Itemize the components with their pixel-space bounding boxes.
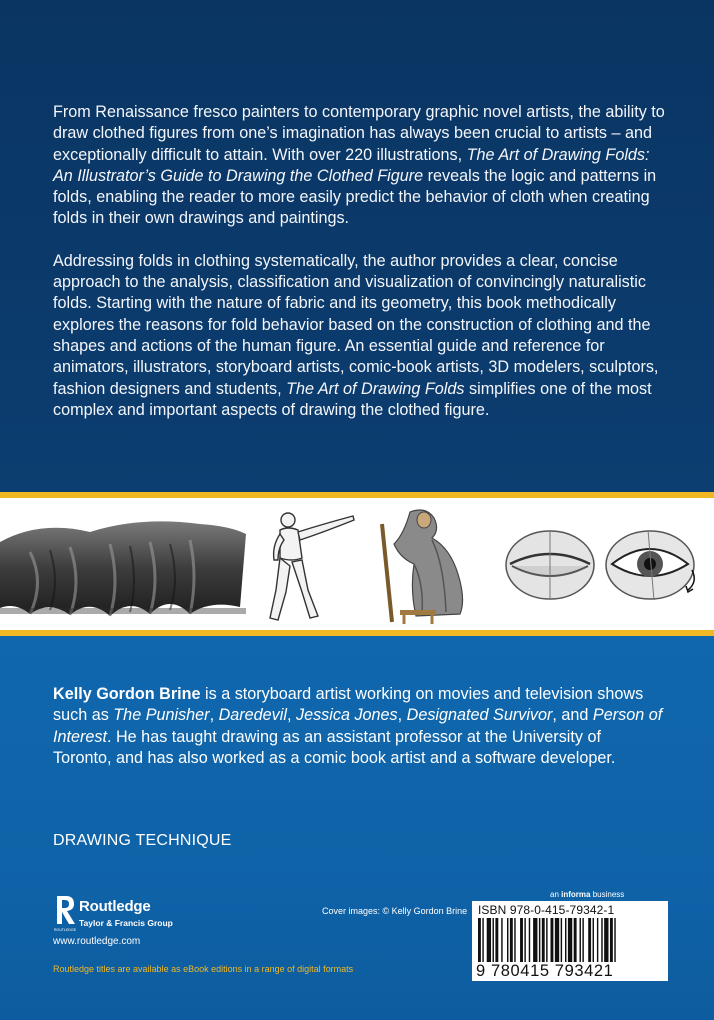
barcode-bar xyxy=(539,918,540,962)
routledge-logo xyxy=(53,894,193,934)
cover-image-credits: Cover images: © Kelly Gordon Brine xyxy=(322,906,468,916)
ean-digits: 9 780415 793421 xyxy=(476,962,614,980)
barcode-bar xyxy=(574,918,577,962)
open-eye-illustration xyxy=(602,520,706,610)
barcode-bar xyxy=(482,918,483,962)
book-title-short: The Art of Drawing Folds xyxy=(286,379,465,398)
barcode-bar xyxy=(514,918,515,962)
barcode-bar xyxy=(601,918,602,962)
barcode-bar xyxy=(580,918,581,962)
description-paragraph-2: Addressing folds in clothing systematically, the author provides a clear, concise approach to the analysis, classification and visualization of convincingly naturalistic folds. Starting with the nature of fabric and its geometry, this book methodically explores the reasons for fold behavior based on the construction of clothing and the shapes and actions of the human figure. An essential guide and reference for animators, illustrators, storyboard artists, comic-book artists, 3D modelers, sculptors, fashion designers and students, The Art of Drawing Folds simplifies one of the most complex and important aspects of drawing the clothed figure. xyxy=(53,251,659,419)
barcode-bar xyxy=(493,918,494,962)
barcode-bar xyxy=(495,918,498,962)
book-title-full: The Art of Drawing Folds: An Illustrator’s Guide to Drawing the Clothed Figure xyxy=(53,145,650,185)
barcode-bar xyxy=(614,918,615,962)
barcode xyxy=(472,901,668,981)
hooded-figure-illustration xyxy=(370,504,480,626)
isbn-number: ISBN 978-0-415-79342-1 xyxy=(478,903,615,917)
barcode-bar xyxy=(568,918,572,962)
barcode-bar xyxy=(604,918,608,962)
barcode-bar xyxy=(588,918,591,962)
barcode-bar xyxy=(533,918,537,962)
barcode-bar xyxy=(478,918,481,962)
book-description xyxy=(53,102,673,442)
publisher-name: Routledge xyxy=(79,898,151,915)
routledge-r-icon xyxy=(53,894,77,932)
barcode-bar xyxy=(507,918,508,962)
barcode-bar xyxy=(542,918,545,962)
svg-text:ROUTLEDGE: ROUTLEDGE xyxy=(53,928,77,932)
closed-eye-illustration xyxy=(500,520,600,610)
barcode-bar xyxy=(520,918,523,962)
author-bio: Kelly Gordon Brine is a storyboard artist working on movies and television shows such as The Punisher, Daredevil, Jessica Jones, Designated Survivor, and Person of Interest. He has taught drawing as an assistant professor at the University of Toronto, and has also worked as a comic book artist and a software developer. xyxy=(53,685,663,768)
barcode-bar xyxy=(555,918,559,962)
barcode-bar xyxy=(610,918,613,962)
subject-category: DRAWING TECHNIQUE xyxy=(53,832,232,849)
author-name: Kelly Gordon Brine xyxy=(53,685,201,703)
draped-cloth-illustration xyxy=(0,502,250,627)
barcode-bar xyxy=(551,918,554,962)
ebook-note: Routledge titles are available as eBook editions in a range of digital formats xyxy=(53,964,354,974)
barcode-bar xyxy=(487,918,491,962)
illustration-strip xyxy=(0,498,714,630)
publisher-group: Taylor & Francis Group xyxy=(79,918,173,928)
barcode-bar xyxy=(510,918,513,962)
barcode-bar xyxy=(529,918,530,962)
back-cover-bottom-panel xyxy=(0,636,714,1020)
barcode-bar xyxy=(546,918,547,962)
barcode-bar xyxy=(501,918,502,962)
barcode-bar xyxy=(593,918,594,962)
barcode-bar xyxy=(582,918,583,962)
barcode-bar xyxy=(565,918,566,962)
barcode-bar xyxy=(524,918,525,962)
barcode-bar xyxy=(597,918,598,962)
informa-business-label: an informa business xyxy=(550,890,625,899)
back-cover-top-panel xyxy=(0,0,714,492)
pointing-figure-illustration xyxy=(258,506,368,626)
barcode-bar xyxy=(561,918,562,962)
publisher-website: www.routledge.com xyxy=(53,936,141,947)
barcode-bars xyxy=(478,918,662,962)
description-paragraph-1: From Renaissance fresco painters to contemporary graphic novel artists, the ability to draw clothed figures from one’s imagination has always been crucial to artists – and exceptionally difficult to attain. With over 220 illustrations, The Art of Drawing Folds: An Illustrator’s Guide to Drawing the Clothed Figure reveals the logic and patterns in folds, enabling the reader to more easily predict the behavior of cloth when creating folds in their own drawings and paintings. xyxy=(53,103,665,228)
